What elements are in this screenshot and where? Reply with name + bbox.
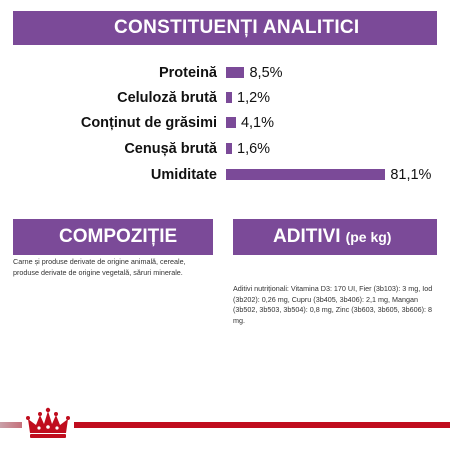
analytic-value: 1,6% <box>237 141 271 157</box>
analytic-bar <box>226 92 232 103</box>
analytic-bar <box>226 67 244 78</box>
analytic-value: 4,1% <box>240 115 275 131</box>
additives-unit: (pe kg) <box>345 229 392 245</box>
analytic-label: Proteină <box>158 65 217 81</box>
analytic-bar <box>226 169 385 180</box>
brand-crown-logo <box>22 405 74 445</box>
composition-title: COMPOZIȚIE <box>59 226 178 247</box>
additives-title: ADITIVI <box>273 226 341 247</box>
analytic-row <box>0 87 450 109</box>
additives-header <box>233 219 437 255</box>
analytics-header <box>13 11 437 45</box>
analytics-title: CONSTITUENȚI ANALITICI <box>114 17 360 38</box>
analytic-label: Conținut de grăsimi <box>80 115 217 131</box>
analytic-value: 81,1% <box>390 167 432 183</box>
analytic-row <box>0 112 450 134</box>
composition-header <box>13 219 213 255</box>
analytic-bar <box>226 117 236 128</box>
analytic-row <box>0 164 450 186</box>
analytic-label: Cenușă brută <box>124 141 217 157</box>
additives-text: Aditivi nutriționali: Vitamina D3: 170 UI, Fier (3b103): 3 mg, Iod (3b202): 0,26 mg, Cupru (3b405, 3b406): 2,1 mg, Mangan (3b502, 3b503, 3b504): 0,8 mg, Zinc (3b603, 3b605, 3b606): 8 mg. <box>233 284 433 325</box>
analytic-value: 1,2% <box>237 90 271 106</box>
analytic-label: Celuloză brută <box>117 90 217 106</box>
analytic-value: 8,5% <box>249 65 283 81</box>
crown-icon <box>22 405 74 445</box>
analytic-bar <box>226 143 232 154</box>
analytic-row <box>0 62 450 84</box>
analytic-label: Umiditate <box>150 167 217 183</box>
composition-text: Carne și produse derivate de origine animală, cereale, produse derivate de origine vegetală, săruri minerale. <box>13 257 186 277</box>
analytic-row <box>0 138 450 160</box>
